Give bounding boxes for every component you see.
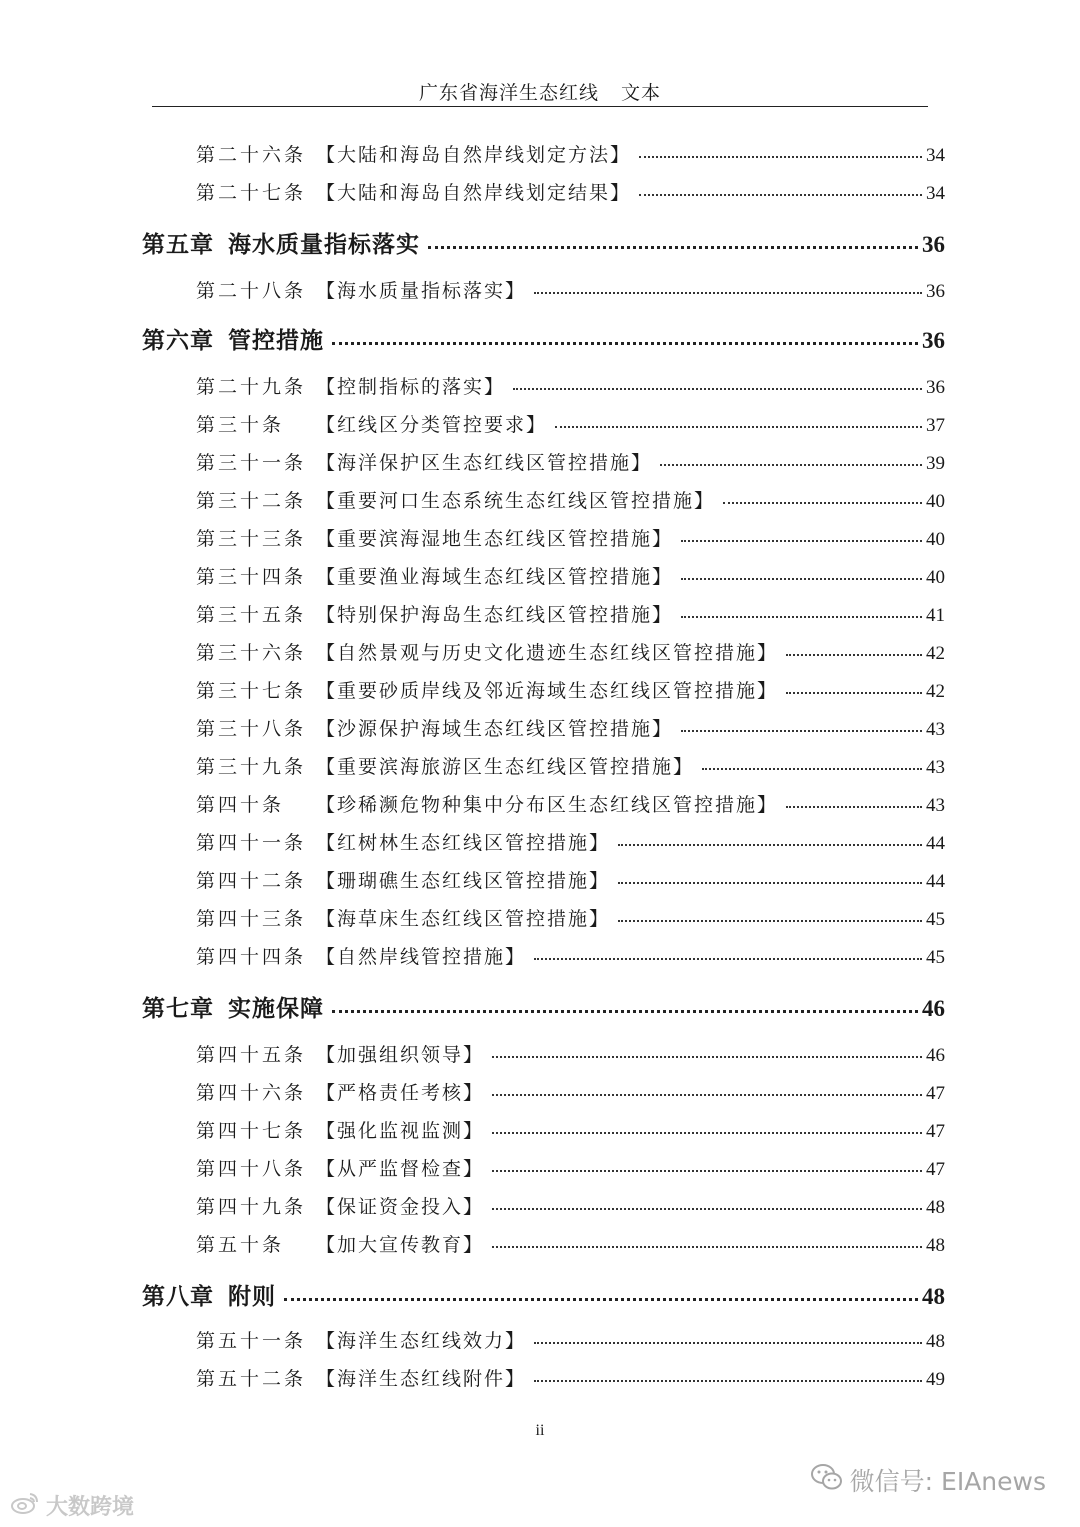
toc-page-number: 36 — [922, 232, 945, 257]
toc-title: 【沙源保护海域生态红线区管控措施】 — [316, 718, 674, 740]
toc-page-number: 36 — [922, 328, 945, 353]
toc-number: 第三十五条 — [196, 604, 307, 626]
toc-number: 第三十二条 — [196, 490, 307, 512]
toc-leader-dots — [534, 1342, 922, 1344]
weibo-icon — [10, 1491, 46, 1521]
page-number: ii — [535, 1422, 545, 1439]
toc-leader-dots — [284, 1298, 918, 1301]
toc-page-number: 37 — [926, 415, 945, 436]
toc-number: 第二十八条 — [196, 280, 307, 302]
toc-entry — [196, 790, 945, 817]
toc-page-number: 48 — [922, 1284, 945, 1309]
toc-page-number: 41 — [926, 605, 945, 626]
toc-title: 【加强组织领导】 — [316, 1044, 485, 1066]
watermark-right — [810, 1462, 1046, 1498]
watermark-left-text: 大数跨境 — [46, 1495, 135, 1520]
toc-entry — [196, 1040, 945, 1067]
toc-page-number: 47 — [926, 1083, 945, 1104]
toc-title: 【红树林生态红线区管控措施】 — [316, 832, 611, 854]
toc-number: 第三十六条 — [196, 642, 307, 664]
toc-leader-dots — [618, 882, 922, 884]
toc-leader-dots — [681, 578, 922, 580]
toc-leader-dots — [428, 246, 918, 249]
toc-title: 【红线区分类管控要求】 — [316, 414, 548, 436]
toc-entry — [196, 410, 945, 437]
toc-page-number: 42 — [926, 681, 945, 702]
toc-entry — [196, 1326, 945, 1353]
toc-number: 第七章 — [142, 995, 214, 1022]
toc-title: 【大陆和海岛自然岸线划定方法】 — [316, 144, 632, 166]
toc-leader-dots — [332, 1010, 918, 1013]
toc-page-number: 40 — [926, 567, 945, 588]
toc-page-number: 44 — [926, 871, 945, 892]
toc-page-number: 47 — [926, 1159, 945, 1180]
toc-page-number: 46 — [922, 996, 945, 1021]
toc-entry — [196, 562, 945, 589]
toc-number: 第五十一条 — [196, 1330, 307, 1352]
toc-chapter — [142, 990, 945, 1023]
toc-number: 第三十八条 — [196, 718, 307, 740]
toc-number: 第三十七条 — [196, 680, 307, 702]
toc-number: 第四十一条 — [196, 832, 307, 854]
toc-entry — [196, 1116, 945, 1143]
toc-number: 第四十六条 — [196, 1082, 307, 1104]
toc-page-number: 42 — [926, 643, 945, 664]
toc-entry — [196, 372, 945, 399]
toc-leader-dots — [513, 388, 922, 390]
toc-number: 第六章 — [142, 327, 214, 354]
toc-title: 【海草床生态红线区管控措施】 — [316, 908, 611, 930]
watermark-right-text: 微信号: EIAnews — [849, 1467, 1046, 1496]
toc-number: 第四十七条 — [196, 1120, 307, 1142]
toc-entry — [196, 140, 945, 167]
toc-entry — [196, 600, 945, 627]
toc-leader-dots — [492, 1246, 922, 1248]
toc-page-number: 43 — [926, 757, 945, 778]
toc-entry — [196, 866, 945, 893]
toc-entry — [196, 1230, 945, 1257]
toc-title: 【重要河口生态系统生态红线区管控措施】 — [316, 490, 716, 512]
wechat-icon — [810, 1462, 850, 1498]
toc-page-number: 46 — [926, 1045, 945, 1066]
toc-page-number: 44 — [926, 833, 945, 854]
toc-entry — [196, 676, 945, 703]
toc-number: 第八章 — [142, 1283, 214, 1310]
toc-leader-dots — [681, 540, 922, 542]
toc-page-number: 36 — [926, 377, 945, 398]
toc-entry — [196, 486, 945, 513]
toc-number: 第三十三条 — [196, 528, 307, 550]
toc-number: 第四十八条 — [196, 1158, 307, 1180]
toc-leader-dots — [786, 654, 922, 656]
toc-page-number: 34 — [926, 183, 945, 204]
toc-title: 【重要滨海旅游区生态红线区管控措施】 — [316, 756, 695, 778]
toc-entry — [196, 448, 945, 475]
toc-leader-dots — [681, 730, 922, 732]
toc-leader-dots — [332, 342, 918, 345]
toc-number: 第五章 — [142, 231, 214, 258]
watermark-left — [10, 1490, 134, 1521]
toc-title: 【保证资金投入】 — [316, 1196, 485, 1218]
toc-leader-dots — [639, 194, 922, 196]
toc-page-number: 48 — [926, 1331, 945, 1352]
toc-title: 【海洋保护区生态红线区管控措施】 — [316, 452, 653, 474]
toc-leader-dots — [786, 806, 922, 808]
header-title: 广东省海洋生态红线 — [418, 82, 599, 104]
toc-number: 第三十四条 — [196, 566, 307, 588]
toc-title: 实施保障 — [228, 995, 324, 1022]
toc-title: 【重要砂质岸线及邻近海域生态红线区管控措施】 — [316, 680, 779, 702]
toc-entry — [196, 276, 945, 303]
toc-leader-dots — [492, 1170, 922, 1172]
toc-leader-dots — [492, 1208, 922, 1210]
toc-title: 【强化监视监测】 — [316, 1120, 485, 1142]
toc-leader-dots — [492, 1094, 922, 1096]
toc-leader-dots — [618, 844, 922, 846]
toc-title: 【重要滨海湿地生态红线区管控措施】 — [316, 528, 674, 550]
toc-number: 第四十三条 — [196, 908, 307, 930]
toc-number: 第三十一条 — [196, 452, 307, 474]
toc-page-number: 48 — [926, 1235, 945, 1256]
toc-page-number: 48 — [926, 1197, 945, 1218]
toc-page-number: 40 — [926, 491, 945, 512]
toc-leader-dots — [492, 1132, 922, 1134]
toc-number: 第四十九条 — [196, 1196, 307, 1218]
toc-page-number: 45 — [926, 909, 945, 930]
toc-chapter — [142, 226, 945, 259]
toc-title: 【大陆和海岛自然岸线划定结果】 — [316, 182, 632, 204]
header-rule — [152, 106, 928, 107]
toc-entry — [196, 942, 945, 969]
toc-entry — [196, 904, 945, 931]
toc-entry — [196, 828, 945, 855]
toc-entry — [196, 524, 945, 551]
toc-number: 第四十二条 — [196, 870, 307, 892]
toc-entry — [196, 752, 945, 779]
toc-title: 管控措施 — [228, 327, 324, 354]
toc-title: 【海水质量指标落实】 — [316, 280, 527, 302]
toc-leader-dots — [492, 1056, 922, 1058]
toc-number: 第四十五条 — [196, 1044, 307, 1066]
page-header — [152, 78, 928, 105]
toc-title: 【从严监督检查】 — [316, 1158, 485, 1180]
toc-number: 第四十四条 — [196, 946, 307, 968]
toc-title: 【特别保护海岛生态红线区管控措施】 — [316, 604, 674, 626]
toc-title: 【珊瑚礁生态红线区管控措施】 — [316, 870, 611, 892]
toc-leader-dots — [639, 156, 922, 158]
toc-page-number: 39 — [926, 453, 945, 474]
toc-entry — [196, 178, 945, 205]
toc-title: 【自然景观与历史文化遗迹生态红线区管控措施】 — [316, 642, 779, 664]
toc-entry — [196, 1364, 945, 1391]
toc-title: 【海洋生态红线附件】 — [316, 1368, 527, 1390]
toc-entry — [196, 1078, 945, 1105]
toc-title: 【自然岸线管控措施】 — [316, 946, 527, 968]
toc-leader-dots — [723, 502, 922, 504]
toc-leader-dots — [660, 464, 922, 466]
toc-number: 第二十七条 — [196, 182, 307, 204]
toc-number: 第二十九条 — [196, 376, 307, 398]
toc-page-number: 43 — [926, 719, 945, 740]
toc-entry — [196, 1192, 945, 1219]
header-subtitle: 文本 — [621, 82, 662, 104]
toc-leader-dots — [534, 958, 922, 960]
toc-chapter — [142, 322, 945, 355]
toc-number: 第四十条 — [196, 794, 285, 816]
toc-entry — [196, 714, 945, 741]
toc-number: 第五十条 — [196, 1234, 285, 1256]
toc-leader-dots — [702, 768, 922, 770]
toc-page-number: 49 — [926, 1369, 945, 1390]
toc-page-number: 45 — [926, 947, 945, 968]
toc-title: 【严格责任考核】 — [316, 1082, 485, 1104]
toc-chapter — [142, 1278, 945, 1311]
toc-title: 【加大宣传教育】 — [316, 1234, 485, 1256]
toc-title: 海水质量指标落实 — [228, 231, 420, 258]
toc-page-number: 36 — [926, 281, 945, 302]
toc-entry — [196, 1154, 945, 1181]
toc-number: 第二十六条 — [196, 144, 307, 166]
toc-number: 第五十二条 — [196, 1368, 307, 1390]
toc-title: 附则 — [228, 1283, 276, 1310]
toc-page-number: 34 — [926, 145, 945, 166]
toc-leader-dots — [555, 426, 922, 428]
toc-leader-dots — [534, 292, 922, 294]
toc-leader-dots — [681, 616, 922, 618]
toc-page-number: 43 — [926, 795, 945, 816]
toc-leader-dots — [786, 692, 922, 694]
toc-leader-dots — [618, 920, 922, 922]
toc-number: 第三十九条 — [196, 756, 307, 778]
toc-leader-dots — [534, 1380, 922, 1382]
toc-title: 【控制指标的落实】 — [316, 376, 506, 398]
toc-title: 【海洋生态红线效力】 — [316, 1330, 527, 1352]
toc-page-number: 40 — [926, 529, 945, 550]
toc-entry — [196, 638, 945, 665]
toc-title: 【珍稀濒危物种集中分布区生态红线区管控措施】 — [316, 794, 779, 816]
toc-number: 第三十条 — [196, 414, 285, 436]
toc-page-number: 47 — [926, 1121, 945, 1142]
toc-title: 【重要渔业海域生态红线区管控措施】 — [316, 566, 674, 588]
